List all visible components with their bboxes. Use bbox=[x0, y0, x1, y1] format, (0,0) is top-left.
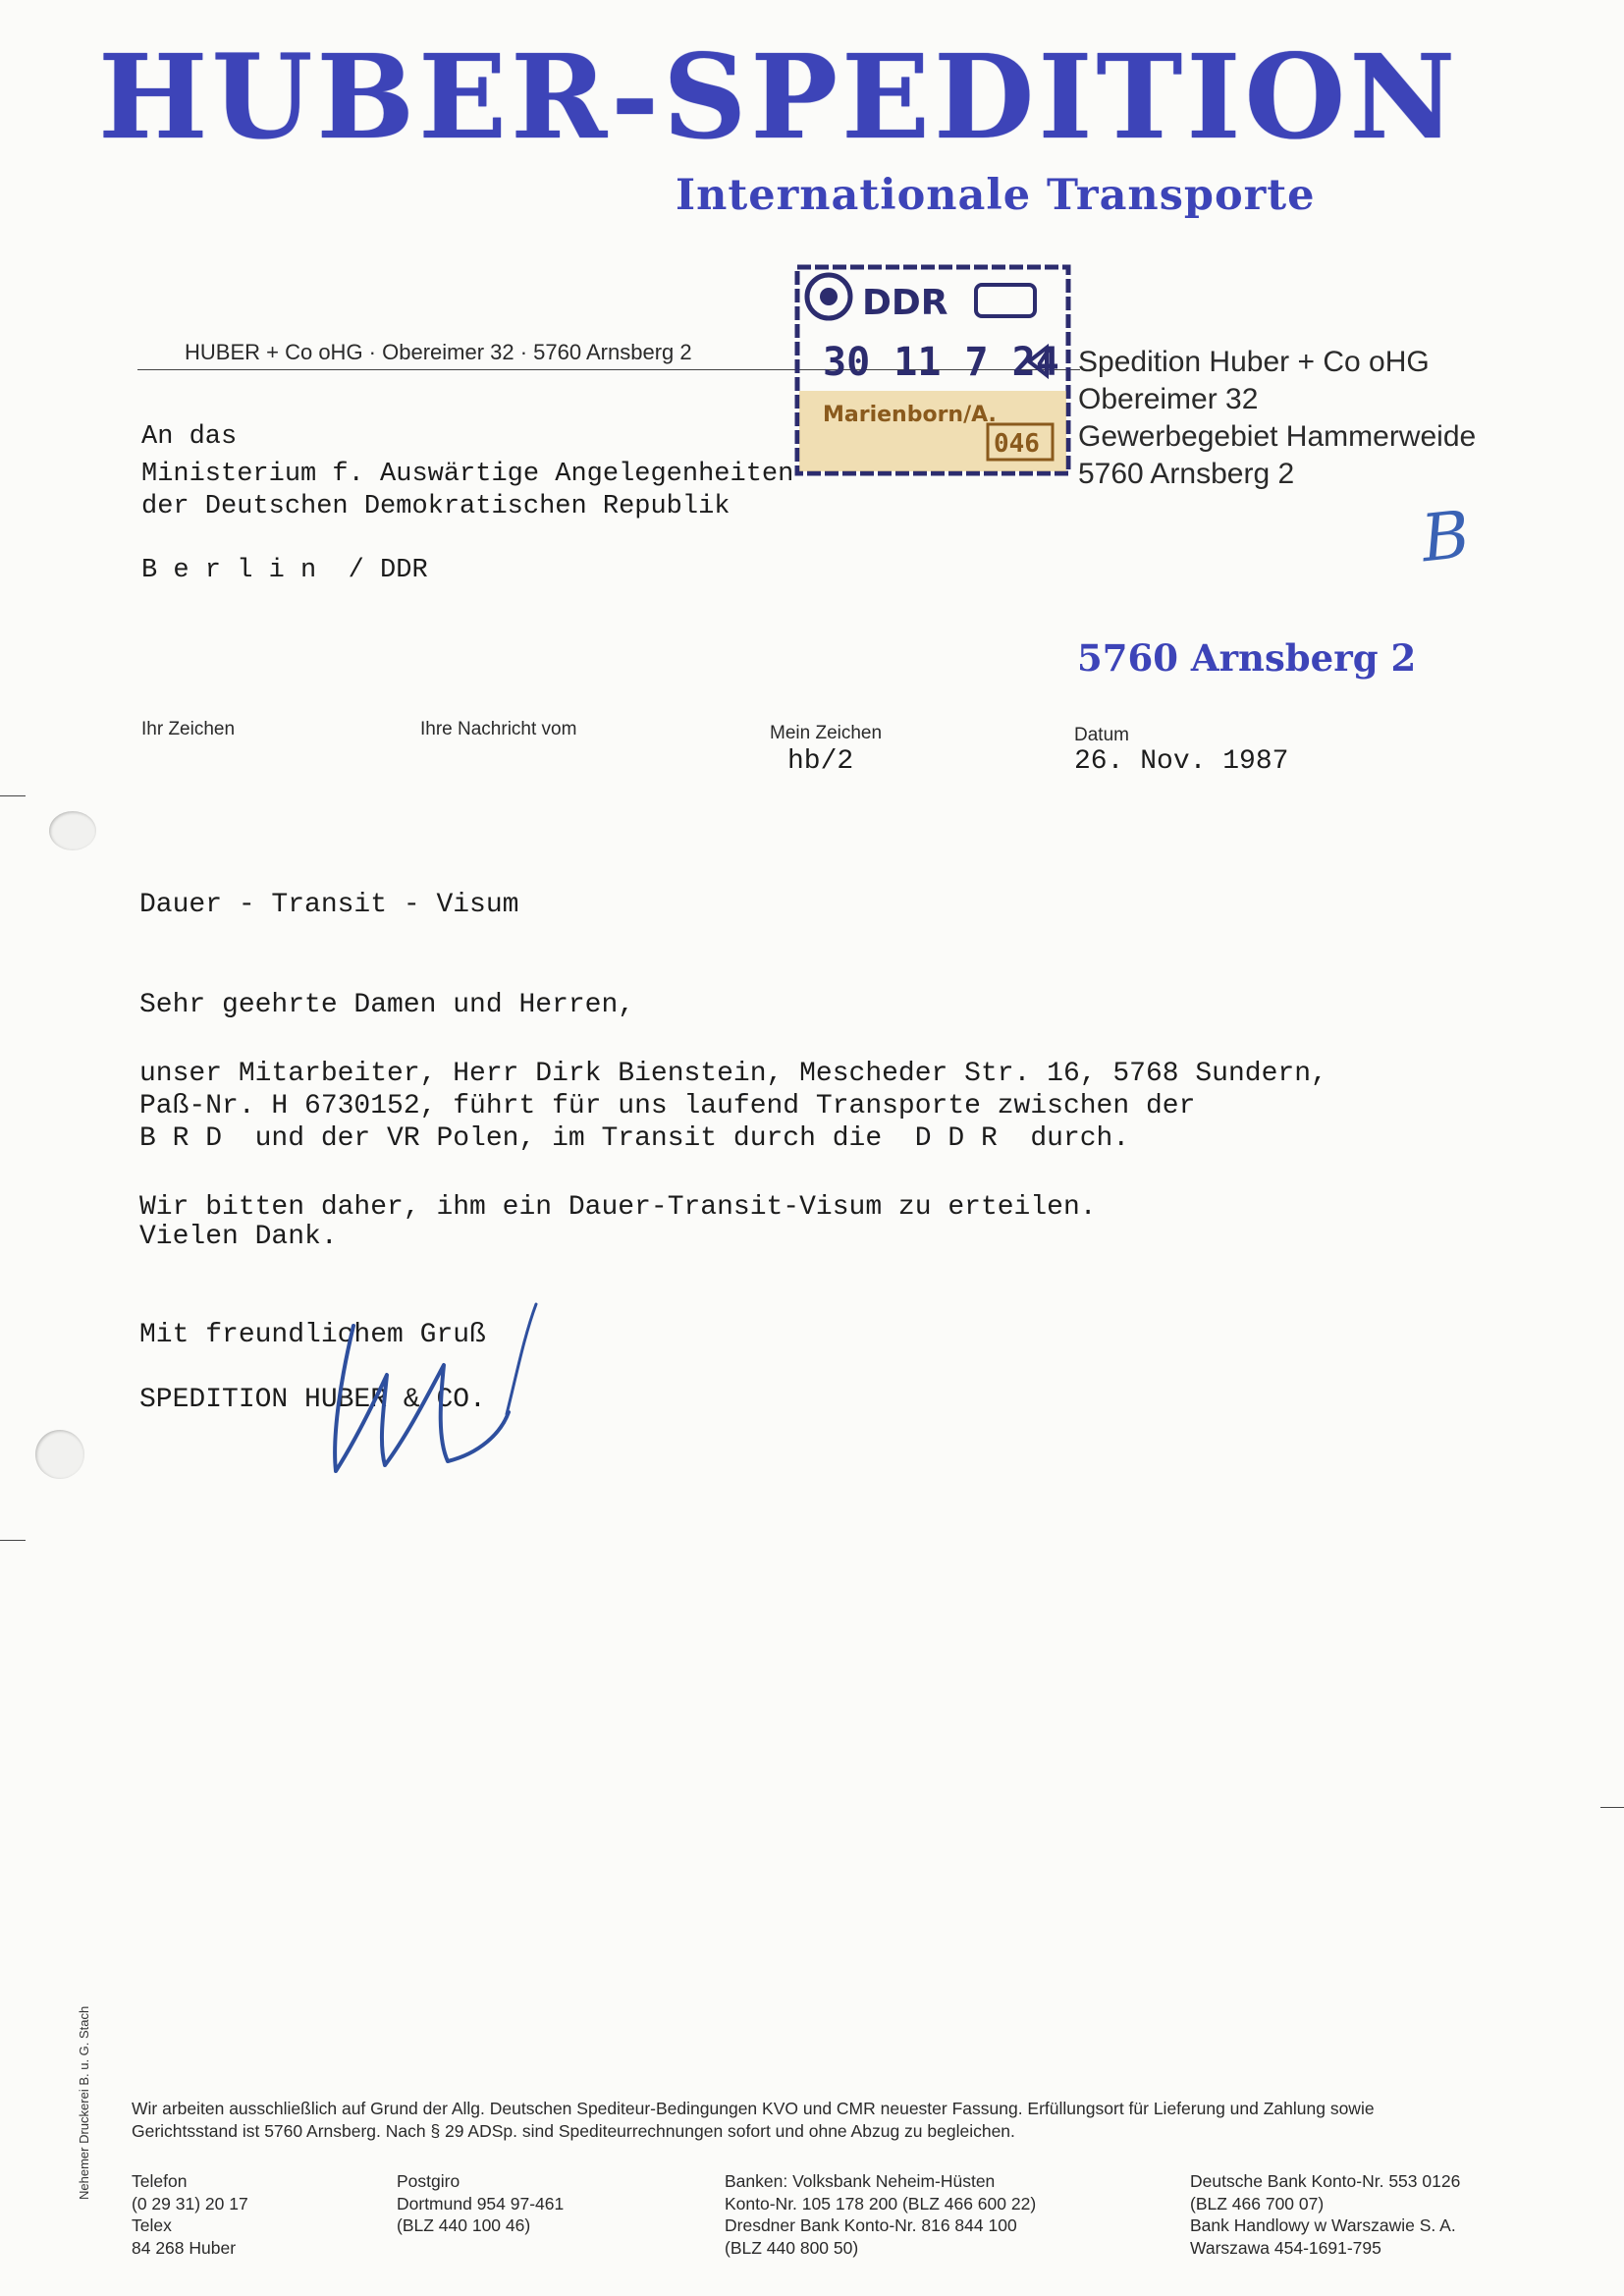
sender-return-address: HUBER + Co oHG · Obereimer 32 · 5760 Arnsberg 2 bbox=[185, 340, 692, 364]
footer-banks: Banken: Volksbank Neheim-Hüsten Konto-Nr. 105 178 200 (BLZ 466 600 22) Dresdner Bank Konto-Nr. 816 844 100 (BLZ 440 800 50) bbox=[725, 2171, 1037, 2258]
stamp-country: DDR bbox=[862, 283, 948, 323]
fold-mark-right bbox=[1600, 1807, 1624, 1808]
fold-mark-top bbox=[0, 795, 26, 796]
stamp-number: 046 bbox=[994, 429, 1040, 459]
recipient-line-3: der Deutschen Demokratischen Republik bbox=[141, 492, 731, 521]
datum-label: Datum bbox=[1074, 725, 1129, 745]
ihre-nachricht-label: Ihre Nachricht vom bbox=[420, 719, 577, 739]
signature-company: SPEDITION HUBER & CO. bbox=[139, 1385, 486, 1415]
datum-value: 26. Nov. 1987 bbox=[1074, 746, 1289, 777]
footer-banks-2: Deutsche Bank Konto-Nr. 553 0126 (BLZ 466 700 07) Bank Handlowy w Warszawie S. A. Warszawa 454-1691-795 bbox=[1190, 2171, 1461, 2258]
paragraph2-line-2: Vielen Dank. bbox=[139, 1222, 338, 1252]
recipient-line-2: Ministerium f. Auswärtige Angelegenheiten bbox=[141, 460, 794, 489]
letter-salutation: Sehr geehrte Damen und Herren, bbox=[139, 990, 635, 1020]
company-tagline: Internationale Transporte bbox=[676, 171, 1316, 220]
company-name: Spedition Huber + Co oHG bbox=[1078, 346, 1430, 378]
handwritten-signature bbox=[314, 1296, 550, 1483]
punch-hole-bottom bbox=[35, 1430, 84, 1479]
mein-zeichen-label: Mein Zeichen bbox=[770, 723, 883, 743]
ihr-zeichen-label: Ihr Zeichen bbox=[141, 719, 236, 739]
recipient-city: B e r l i n / DDR bbox=[141, 556, 428, 585]
company-city: 5760 Arnsberg 2 bbox=[1078, 458, 1295, 490]
company-logo-title: HUBER-SPEDITION bbox=[98, 28, 1460, 165]
punch-hole-top bbox=[49, 811, 96, 850]
paragraph2-line-1: Wir bitten daher, ihm ein Dauer-Transit-Visum zu erteilen. bbox=[139, 1192, 1097, 1223]
stamp-place: Marienborn/A. bbox=[823, 403, 997, 427]
footer-postgiro: Postgiro Dortmund 954 97-461 (BLZ 440 100 46) bbox=[397, 2171, 565, 2235]
sender-location: 5760 Arnsberg 2 bbox=[1077, 636, 1417, 680]
handwritten-b-mark: B bbox=[1418, 496, 1474, 577]
paragraph1-line-1: unser Mitarbeiter, Herr Dirk Bienstein, Mescheder Str. 16, 5768 Sundern, bbox=[139, 1059, 1327, 1089]
recipient-line-1: An das bbox=[141, 422, 238, 452]
fold-mark-bottom bbox=[0, 1540, 26, 1541]
vehicle-icon bbox=[976, 285, 1035, 316]
company-street: Obereimer 32 bbox=[1078, 383, 1259, 415]
paragraph1-line-3: B R D und der VR Polen, im Transit durch die D D R durch. bbox=[139, 1123, 1130, 1154]
footer-terms: Wir arbeiten ausschließlich auf Grund der Allg. Deutschen Spediteur-Bedingungen KVO und CMR neuester Fassung. Erfüllungsort für Lieferung und Zahlung sowie Gerichtsstand ist 5760 Arnsberg. Nach § 29 ADSp. sind Spediteurrechnungen sofort und ohne Abzug zu begleichen. bbox=[132, 2099, 1375, 2141]
letter-subject: Dauer - Transit - Visum bbox=[139, 890, 519, 920]
stamp-date: 30 11 7 24 bbox=[823, 340, 1059, 385]
footer-contact: Telefon (0 29 31) 20 17 Telex 84 268 Huber bbox=[132, 2171, 248, 2258]
letter-closing: Mit freundlichem Gruß bbox=[139, 1320, 486, 1350]
customs-stamp bbox=[793, 259, 1078, 485]
paragraph1-line-2: Paß-Nr. H 6730152, führt für uns laufend Transporte zwischen der bbox=[139, 1091, 1196, 1121]
mein-zeichen-value: hb/2 bbox=[787, 746, 854, 777]
company-area: Gewerbegebiet Hammerweide bbox=[1078, 420, 1477, 453]
printer-note: Nehemer Druckerei B. u. G. Stach bbox=[77, 2005, 91, 2200]
